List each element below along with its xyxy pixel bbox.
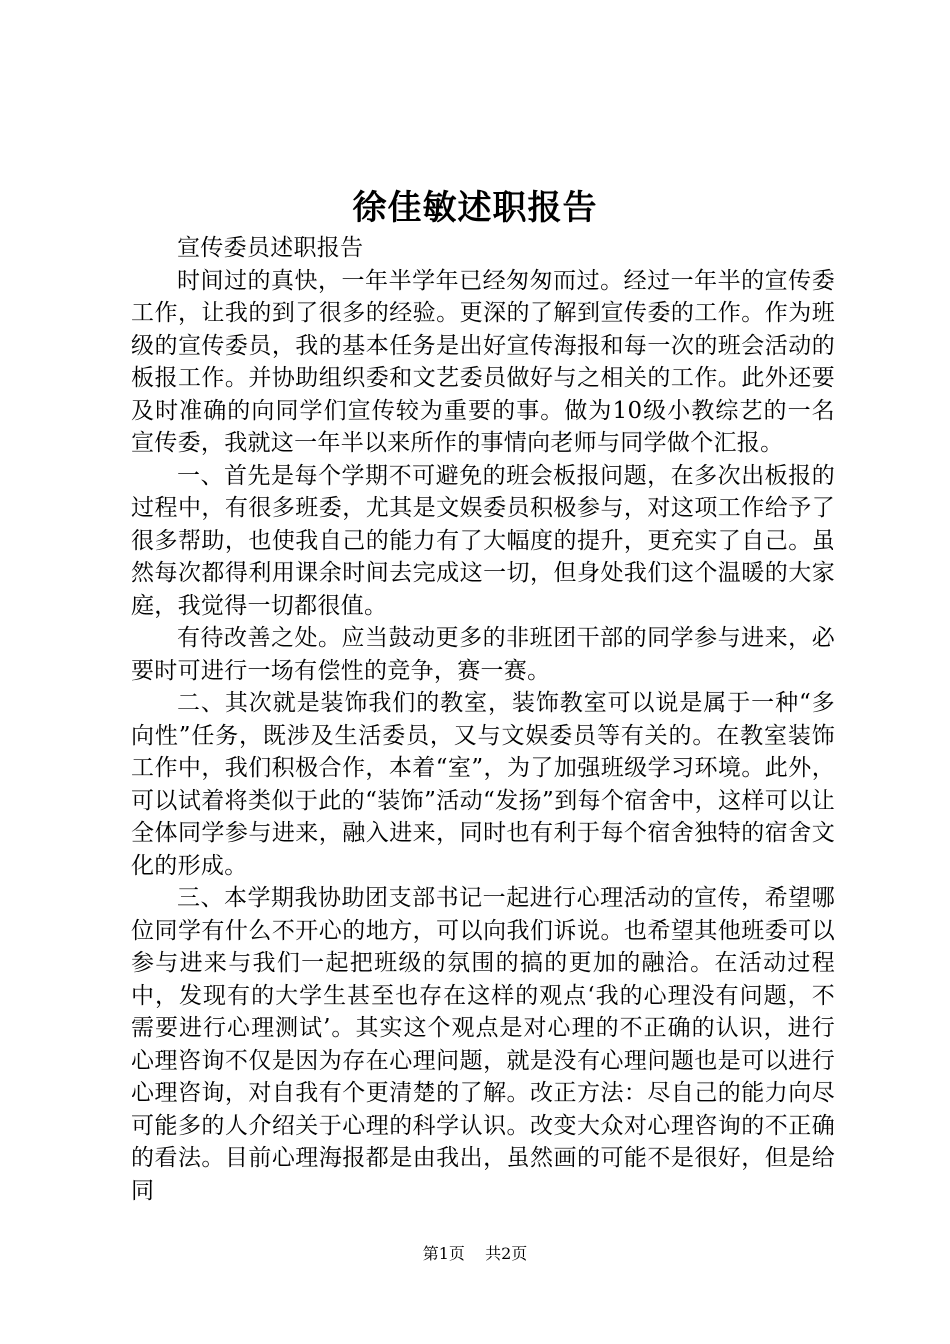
paragraph: 二、其次就是装饰我们的教室，装饰教室可以说是属于一种“多向性”任务，既涉及生活委员，又与文娱委员等有关的。在教室装饰工作中，我们积极合作，本着“室”，为了加强班级学习环境。此外，可以试着将类似于此的“装饰”活动“发扬”到每个宿舍中，这样可以让全体同学参与进来，融入进来，同时也有利于每个宿舍独特的宿舍文化的形成。 (131, 690, 835, 879)
paragraph: 三、本学期我协助团支部书记一起进行心理活动的宣传，希望哪位同学有什么不开心的地方，可以向我们诉说。也希望其他班委可以参与进来与我们一起把班级的氛围的搞的更加的融洽。在活动过程中，发现有的大学生甚至也存在这样的观点‘我的心理没有问题，不需要进行心理测试’。其实这个观点是对心理的不正确的认识，进行心理咨询不仅是因为存在心理问题，就是没有心理问题也是可以进行心理咨询，对自我有个更清楚的了解。改正方法：尽自己的能力向尽可能多的人介绍关于心理的科学认识。改变大众对心理咨询的不正确的看法。目前心理海报都是由我出，虽然画的可能不是很好，但是给同 (131, 885, 835, 1204)
document-title: 徐佳敏述职报告 (352, 188, 598, 228)
page-footer (0, 1242, 950, 1266)
page-number: 第1页 (422, 1244, 465, 1263)
paragraph-heading: 宣传委员述职报告 (177, 235, 364, 261)
paragraph: 一、首先是每个学期不可避免的班会板报问题，在多次出板报的过程中，有很多班委，尤其是文娱委员积极参与，对这项工作给予了很多帮助，也使我自己的能力有了大幅度的提升，更充实了自己。虽然每次都得利用课余时间去完成这一切，但身处我们这个温暖的大家庭，我觉得一切都很值。 (131, 462, 835, 619)
document-body (131, 232, 835, 1207)
paragraph: 时间过的真快，一年半学年已经匆匆而过。经过一年半的宣传委工作，让我的到了很多的经验。更深的了解到宣传委的工作。作为班级的宣传委员，我的基本任务是出好宣传海报和每一次的班会活动的板报工作。并协助组织委和文艺委员做好与之相关的工作。此外还要及时准确的向同学们宣传较为重要的事。做为10级小教综艺的一名宣传委，我就这一年半以来所作的事情向老师与同学做个汇报。 (131, 267, 835, 456)
page-total: 共2页 (485, 1244, 528, 1263)
paragraph: 有待改善之处。应当鼓动更多的非班团干部的同学参与进来，必要时可进行一场有偿性的竞争，赛一赛。 (131, 625, 835, 684)
